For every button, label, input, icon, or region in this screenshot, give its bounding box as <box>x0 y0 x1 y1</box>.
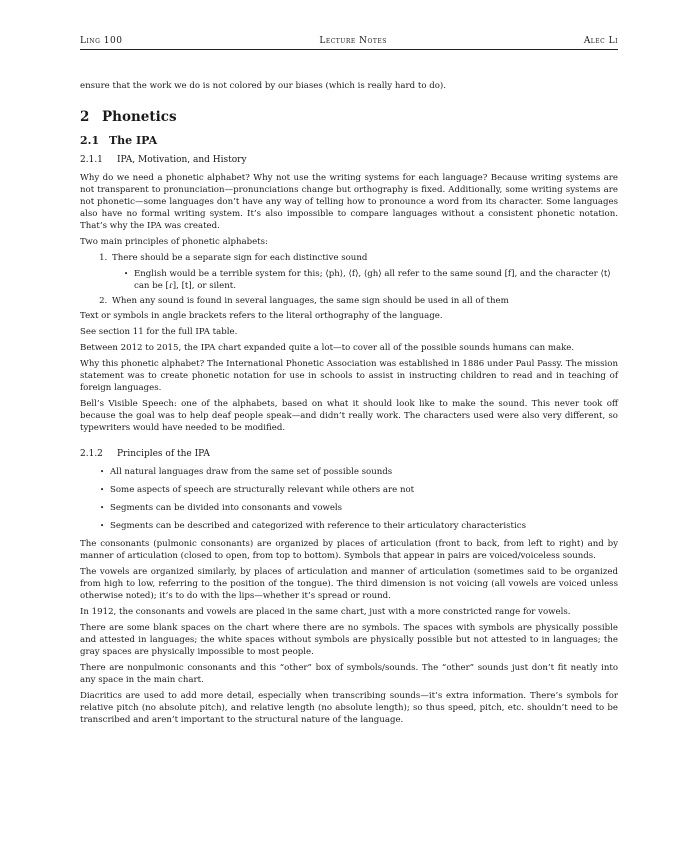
paragraph-angle-brackets: Text or symbols in angle brackets refers to the literal orthography of the language. <box>80 311 443 321</box>
header-author: Alec Li <box>583 36 618 46</box>
principle-item: 2. When any sound is found in several languages, the same sign should be used in all of them <box>110 295 618 307</box>
paragraph-blank-spaces: There are some blank spaces on the chart where there are no symbols. The spaces with symbols are physically possible and attested in languages; the white spaces without symbols are physically possible but not attested to in languages; the gray spaces are physically impossible to most people. <box>80 623 618 657</box>
principles-ipa-list <box>80 466 618 532</box>
principle-subitem: • English would be a terrible system for this; ⟨ph⟩, ⟨f⟩, ⟨gh⟩ all refer to the same sound [f], and the character ⟨t⟩ can be [ɾ], [t], or silent. <box>124 268 618 292</box>
principle-text: There should be a separate sign for each distinctive sound <box>112 253 368 263</box>
principle-item <box>110 252 618 292</box>
paragraph-vowels: The vowels are organized similarly, by places of articulation and manner of articulation (sometimes said to be organized from high to low, referring to the position of the tongue). The third dimension is not voicing (all vowels are voiced unless otherwise noted); it’s to do with the lips—whether it’s spread or round. <box>80 567 618 601</box>
subsection-heading <box>80 134 618 147</box>
list-item: • Some aspects of speech are structurally relevant while others are not <box>100 484 618 496</box>
list-item: • All natural languages draw from the same set of possible sounds <box>100 466 618 478</box>
subsubsection-number-1: 2.1.1 <box>80 155 103 165</box>
paragraph-principles-intro: Two main principles of phonetic alphabets: <box>80 237 268 247</box>
section-number: 2 <box>80 109 90 125</box>
section-heading <box>80 109 618 125</box>
paragraph-chart-expansion: Between 2012 to 2015, the IPA chart expanded quite a lot—to cover all of the possible sounds humans can make. <box>80 343 575 353</box>
subsubsection-heading-2 <box>80 449 618 459</box>
subsubsection-title-2: Principles of the IPA <box>117 449 210 459</box>
header-course: Ling 100 <box>80 36 123 46</box>
paragraph-see-section: See section 11 for the full IPA table. <box>80 327 238 337</box>
subsubsection-heading-1 <box>80 155 618 165</box>
principles-list <box>80 252 618 307</box>
subsubsection-number-2: 2.1.2 <box>80 449 103 459</box>
page <box>80 36 618 730</box>
paragraph-why-this-alphabet: Why this phonetic alphabet? The International Phonetic Association was established in 1886 under Paul Passy. The mission statement was to create phonetic notation for use in schools to assist in instructing children to read and in teaching of foreign languages. <box>80 359 618 393</box>
subsection-number: 2.1 <box>80 134 100 147</box>
list-item: • Segments can be described and categorized with reference to their articulatory characteristics <box>100 520 618 532</box>
principle-sublist <box>112 268 618 292</box>
header-title: Lecture Notes <box>319 36 387 46</box>
paragraph-diacritics: Diacritics are used to add more detail, especially when transcribing sounds—it’s extra information. There’s symbols for relative pitch (no absolute pitch), and relative length (no absolute length); so thus speed, pitch, etc. shouldn’t need to be transcribed and aren’t important to the structural nature of the language. <box>80 691 618 725</box>
list-item: • Segments can be divided into consonants and vowels <box>100 502 618 514</box>
paragraph-consonants: The consonants (pulmonic consonants) are organized by places of articulation (front to back, from left to right) and by manner of articulation (closed to open, from top to bottom). Symbols that appear in pairs are voiced/voiceless sounds. <box>80 539 618 561</box>
subsection-title: The IPA <box>109 134 158 147</box>
running-header <box>80 36 618 50</box>
intro-paragraph: ensure that the work we do is not colored by our biases (which is really hard to do). <box>80 81 446 91</box>
paragraph-nonpulmonic: There are nonpulmonic consonants and this “other” box of symbols/sounds. The “other” sounds just don’t fit neatly into any space in the main chart. <box>80 663 618 685</box>
paragraph-why-phonetic: Why do we need a phonetic alphabet? Why not use the writing systems for each language? Because writing systems are not transparent to pronunciation—pronunciations change but orthography is fixed. Additionally, some writing systems are not phonetic—some languages don’t have any way of telling how to pronounce a word from its character. Some languages also have no formal writing system. It’s also impossible to compare languages without a consistent phonetic notation. That’s why the IPA was created. <box>80 173 618 231</box>
paragraph-1912: In 1912, the consonants and vowels are placed in the same chart, just with a more constricted range for vowels. <box>80 607 571 617</box>
subsubsection-title-1: IPA, Motivation, and History <box>117 155 247 165</box>
paragraph-visible-speech: Bell’s Visible Speech: one of the alphabets, based on what it should look like to make the sound. This never took off because the goal was to help deaf people speak—and didn’t really work. The characters used were also very different, so typewriters would have needed to be modified. <box>80 399 618 433</box>
section-title: Phonetics <box>102 109 177 125</box>
